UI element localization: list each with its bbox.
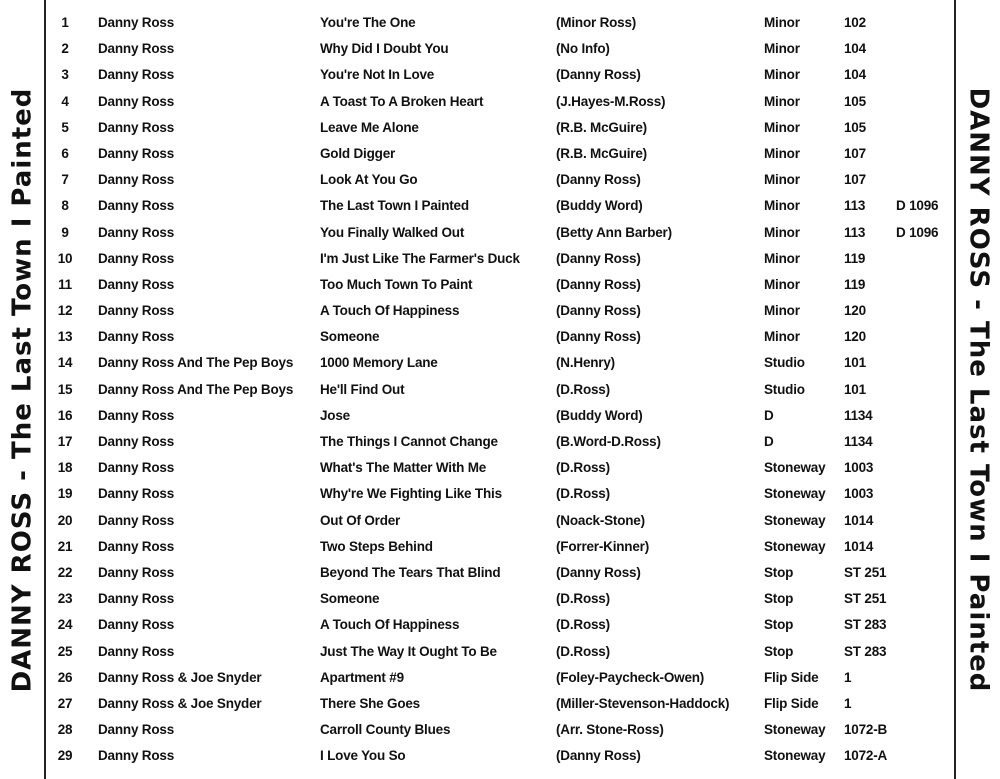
track-label: Minor <box>764 172 800 188</box>
track-artist: Danny Ross <box>98 722 175 738</box>
track-number: 29 <box>57 748 73 764</box>
track-number: 9 <box>61 224 69 240</box>
track-artist: Danny Ross <box>98 15 175 30</box>
track-credit: (Betty Ann Barber) <box>556 224 672 240</box>
track-title: I Love You So <box>320 748 406 764</box>
track-catalog-number: 101 <box>844 355 866 371</box>
track-number: 26 <box>57 669 73 685</box>
table-row <box>46 272 954 298</box>
track-credit: (Danny Ross) <box>556 172 641 188</box>
track-number: 7 <box>61 172 69 188</box>
track-credit: (J.Hayes-M.Ross) <box>556 93 666 109</box>
track-number: 14 <box>57 355 73 371</box>
track-number: 25 <box>57 643 73 659</box>
track-catalog-number: 1134 <box>844 434 873 449</box>
track-credit: (Danny Ross) <box>556 67 641 83</box>
track-credit: (Buddy Word) <box>556 198 643 214</box>
track-title: You're Not In Love <box>320 67 435 83</box>
track-title: Jose <box>320 407 350 423</box>
track-artist: Danny Ross & Joe Snyder <box>98 695 262 711</box>
track-artist: Danny Ross And The Pep Boys <box>98 381 294 397</box>
table-row <box>46 167 954 193</box>
track-number: 13 <box>57 329 73 345</box>
track-title: The Last Town I Painted <box>320 198 469 214</box>
track-credit: (Noack-Stone) <box>556 512 645 528</box>
track-catalog-number: ST 251 <box>844 564 887 580</box>
track-artist: Danny Ross <box>98 67 175 83</box>
table-row <box>46 639 954 665</box>
table-row <box>46 429 954 455</box>
track-label: Minor <box>764 198 800 214</box>
table-row <box>46 89 954 115</box>
track-credit: (Buddy Word) <box>556 407 643 423</box>
track-label: D <box>764 434 774 449</box>
track-catalog-number: ST 251 <box>844 591 887 607</box>
track-number: 27 <box>57 695 73 711</box>
track-title: A Touch Of Happiness <box>320 617 460 633</box>
table-row <box>46 36 954 62</box>
spine-title-right: DANNY ROSS - The Last Town I Painted <box>963 87 994 692</box>
track-label: Minor <box>764 15 800 30</box>
table-row <box>46 481 954 507</box>
track-label: Stop <box>764 643 794 659</box>
track-catalog-number: 101 <box>844 381 866 397</box>
track-title: Someone <box>320 329 380 345</box>
table-row <box>46 193 954 219</box>
track-catalog-number: 1014 <box>844 538 874 554</box>
track-number: 5 <box>61 119 69 135</box>
track-credit: (D.Ross) <box>556 486 610 502</box>
track-label: Minor <box>764 329 800 345</box>
track-artist: Danny Ross <box>98 407 175 423</box>
track-credit: (Foley-Paycheck-Owen) <box>556 669 705 685</box>
track-artist: Danny Ross <box>98 591 175 607</box>
track-number: 28 <box>57 722 73 738</box>
table-row <box>46 115 954 141</box>
track-label: Stoneway <box>764 748 826 764</box>
track-artist: Danny Ross <box>98 512 175 528</box>
track-catalog-number: ST 283 <box>844 617 887 633</box>
track-credit: (Danny Ross) <box>556 329 641 345</box>
track-title: Look At You Go <box>320 172 418 188</box>
track-label: Stoneway <box>764 538 826 554</box>
track-number: 2 <box>61 41 69 57</box>
track-title: The Things I Cannot Change <box>320 434 498 449</box>
track-artist: Danny Ross <box>98 564 175 580</box>
track-catalog-number: 107 <box>844 172 866 188</box>
table-row <box>46 403 954 429</box>
track-number: 12 <box>57 303 73 319</box>
track-title: What's The Matter With Me <box>320 460 487 476</box>
track-credit: (Danny Ross) <box>556 748 641 764</box>
track-label: Minor <box>764 41 800 57</box>
track-title: You're The One <box>320 15 416 30</box>
track-artist: Danny Ross <box>98 172 175 188</box>
track-title: I'm Just Like The Farmer's Duck <box>320 250 520 266</box>
spine-right <box>954 0 1000 779</box>
track-catalog-number: 1003 <box>844 460 874 476</box>
track-artist: Danny Ross <box>98 748 175 764</box>
track-number: 10 <box>57 250 73 266</box>
track-artist: Danny Ross <box>98 303 175 319</box>
track-title: Apartment #9 <box>320 669 404 685</box>
track-credit: (Danny Ross) <box>556 303 641 319</box>
track-title: 1000 Memory Lane <box>320 355 438 371</box>
track-title: Why're We Fighting Like This <box>320 486 502 502</box>
table-row <box>46 717 954 743</box>
table-row <box>46 508 954 534</box>
track-catalog-number: 107 <box>844 145 866 161</box>
track-artist: Danny Ross <box>98 434 175 449</box>
spine-left <box>0 0 46 779</box>
track-artist: Danny Ross <box>98 617 175 633</box>
track-title: You Finally Walked Out <box>320 224 465 240</box>
track-credit: (No Info) <box>556 41 610 57</box>
track-catalog-number: 1072-A <box>844 748 888 764</box>
track-credit: (D.Ross) <box>556 643 610 659</box>
track-credit: (Danny Ross) <box>556 276 641 292</box>
track-title: Out Of Order <box>320 512 401 528</box>
track-catalog-number: 105 <box>844 93 866 109</box>
track-title: Carroll County Blues <box>320 722 451 738</box>
track-label: Minor <box>764 250 800 266</box>
track-number: 20 <box>57 512 73 528</box>
track-artist: Danny Ross <box>98 460 175 476</box>
track-artist: Danny Ross <box>98 643 175 659</box>
track-catalog-number: 120 <box>844 329 866 345</box>
track-artist: Danny Ross <box>98 93 175 109</box>
track-credit: (Danny Ross) <box>556 564 641 580</box>
track-alt-release: D 1096 <box>896 198 939 214</box>
track-number: 19 <box>57 486 73 502</box>
track-number: 24 <box>57 617 73 633</box>
table-row <box>46 298 954 324</box>
track-label: Studio <box>764 381 805 397</box>
track-catalog-number: 120 <box>844 303 866 319</box>
track-label: Stop <box>764 591 794 607</box>
track-title: A Toast To A Broken Heart <box>320 93 484 109</box>
track-catalog-number: 104 <box>844 41 866 57</box>
track-credit: (R.B. McGuire) <box>556 145 647 161</box>
track-credit: (D.Ross) <box>556 617 610 633</box>
table-row <box>46 743 954 769</box>
track-artist: Danny Ross & Joe Snyder <box>98 669 262 685</box>
track-title: Just The Way It Ought To Be <box>320 643 497 659</box>
table-row <box>46 220 954 246</box>
track-label: Flip Side <box>764 695 819 711</box>
track-artist: Danny Ross <box>98 145 175 161</box>
track-number: 1 <box>61 15 69 30</box>
track-number: 16 <box>57 407 73 423</box>
table-row <box>46 246 954 272</box>
track-artist: Danny Ross <box>98 250 175 266</box>
track-credit: (D.Ross) <box>556 591 610 607</box>
track-credit: (Danny Ross) <box>556 250 641 266</box>
track-artist: Danny Ross <box>98 329 175 345</box>
table-row <box>46 612 954 638</box>
track-label: Stoneway <box>764 486 826 502</box>
track-artist: Danny Ross <box>98 486 175 502</box>
track-catalog-number: 1 <box>844 695 852 711</box>
track-catalog-number: 119 <box>844 276 866 292</box>
track-catalog-number: 119 <box>844 250 866 266</box>
track-catalog-number: 1134 <box>844 407 873 423</box>
track-artist: Danny Ross <box>98 198 175 214</box>
track-label: Minor <box>764 119 800 135</box>
track-catalog-number: 113 <box>844 198 866 214</box>
track-title: Too Much Town To Paint <box>320 276 473 292</box>
track-title: Why Did I Doubt You <box>320 41 449 57</box>
track-credit: (D.Ross) <box>556 381 610 397</box>
track-label: Minor <box>764 224 800 240</box>
track-number: 4 <box>61 93 69 109</box>
track-artist: Danny Ross And The Pep Boys <box>98 355 294 371</box>
track-number: 3 <box>61 67 69 83</box>
track-artist: Danny Ross <box>98 224 175 240</box>
track-credit: (Forrer-Kinner) <box>556 538 650 554</box>
track-credit: (B.Word-D.Ross) <box>556 434 661 449</box>
track-artist: Danny Ross <box>98 276 175 292</box>
track-catalog-number: 1003 <box>844 486 874 502</box>
track-label: Stoneway <box>764 460 826 476</box>
track-title: Beyond The Tears That Blind <box>320 564 501 580</box>
track-title: He'll Find Out <box>320 381 405 397</box>
table-row <box>46 455 954 481</box>
track-catalog-number: 105 <box>844 119 866 135</box>
track-catalog-number: ST 283 <box>844 643 887 659</box>
track-catalog-number: 104 <box>844 67 866 83</box>
table-row <box>46 691 954 717</box>
table-row <box>46 324 954 350</box>
table-row <box>46 534 954 560</box>
track-number: 8 <box>61 198 69 214</box>
track-label: Stop <box>764 564 794 580</box>
track-list <box>46 10 954 769</box>
track-label: Minor <box>764 93 800 109</box>
track-title: There She Goes <box>320 695 420 711</box>
track-catalog-number: 102 <box>844 15 866 30</box>
table-row <box>46 141 954 167</box>
track-label: D <box>764 407 774 423</box>
track-catalog-number: 1072-B <box>844 722 888 738</box>
track-artist: Danny Ross <box>98 119 175 135</box>
track-credit: (R.B. McGuire) <box>556 119 647 135</box>
track-number: 21 <box>57 538 73 554</box>
track-credit: (D.Ross) <box>556 460 610 476</box>
table-row <box>46 377 954 403</box>
track-alt-release: D 1096 <box>896 224 939 240</box>
track-catalog-number: 1014 <box>844 512 874 528</box>
track-artist: Danny Ross <box>98 41 175 57</box>
track-number: 18 <box>57 460 73 476</box>
track-catalog-number: 1 <box>844 669 852 685</box>
track-credit: (N.Henry) <box>556 355 615 371</box>
table-row <box>46 10 954 36</box>
track-number: 11 <box>58 276 72 292</box>
track-title: Someone <box>320 591 380 607</box>
track-number: 23 <box>57 591 73 607</box>
track-title: A Touch Of Happiness <box>320 303 460 319</box>
track-label: Flip Side <box>764 669 819 685</box>
track-credit: (Arr. Stone-Ross) <box>556 722 664 738</box>
track-label: Minor <box>764 67 800 83</box>
track-title: Leave Me Alone <box>320 119 419 135</box>
table-row <box>46 665 954 691</box>
track-credit: (Minor Ross) <box>556 15 637 30</box>
table-row <box>46 586 954 612</box>
track-label: Studio <box>764 355 805 371</box>
track-label: Stoneway <box>764 512 826 528</box>
track-artist: Danny Ross <box>98 538 175 554</box>
table-row <box>46 350 954 376</box>
track-label: Minor <box>764 303 800 319</box>
track-title: Two Steps Behind <box>320 538 433 554</box>
track-catalog-number: 113 <box>844 224 866 240</box>
track-label: Stop <box>764 617 794 633</box>
track-credit: (Miller-Stevenson-Haddock) <box>556 695 730 711</box>
track-number: 17 <box>57 434 73 449</box>
track-title: Gold Digger <box>320 145 396 161</box>
table-row <box>46 62 954 88</box>
track-label: Minor <box>764 276 800 292</box>
spine-title-left: DANNY ROSS - The Last Town I Painted <box>7 87 38 692</box>
table-row <box>46 560 954 586</box>
track-number: 22 <box>57 564 73 580</box>
track-number: 6 <box>61 145 69 161</box>
track-number: 15 <box>57 381 73 397</box>
track-label: Stoneway <box>764 722 826 738</box>
track-label: Minor <box>764 145 800 161</box>
